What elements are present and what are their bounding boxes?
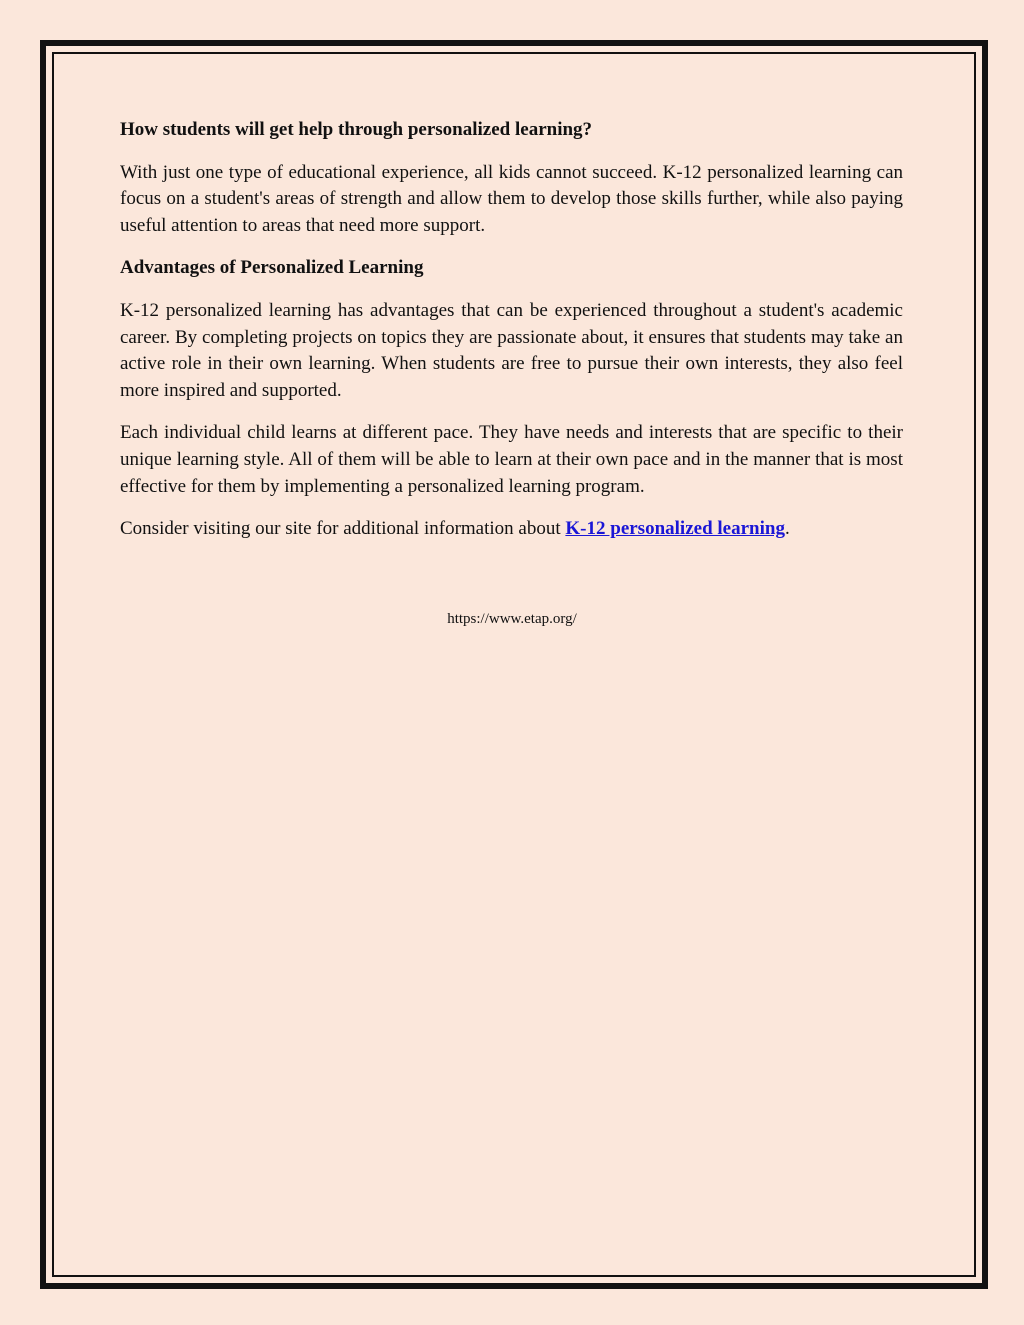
section-heading-advantages: Advantages of Personalized Learning — [120, 257, 424, 279]
paragraph-visit-site — [120, 516, 903, 543]
visit-site-period: . — [784, 518, 790, 540]
footer-site-url: https://www.etap.org/ — [447, 611, 577, 627]
k12-personalized-learning-link[interactable]: K-12 personalized learning — [565, 518, 785, 540]
section-heading-help: How students will get help through personalized learning? — [120, 119, 593, 140]
paragraph-intro: With just one type of educational experience, all kids cannot succeed. K-12 personalized learning can focus on a student's areas of strength and allow them to develop those skills further, while also paying useful attention to areas that need more support. — [120, 161, 903, 236]
paragraph-advantages: K-12 personalized learning has advantages that can be experienced throughout a student's academic career. By completing projects on topics they are passionate about, it ensures that students may take an active role in their own learning. When students are free to pursue their own interests, they also feel more inspired and supported. — [120, 299, 903, 401]
visit-site-text: Consider visiting our site for additional information about — [120, 518, 566, 540]
paragraph-pace: Each individual child learns at different pace. They have needs and interests that are specific to their unique learning style. All of them will be able to learn at their own pace and in the manner that is most effective for them by implementing a personalized learning program. — [120, 422, 903, 497]
document-body — [120, 117, 903, 559]
